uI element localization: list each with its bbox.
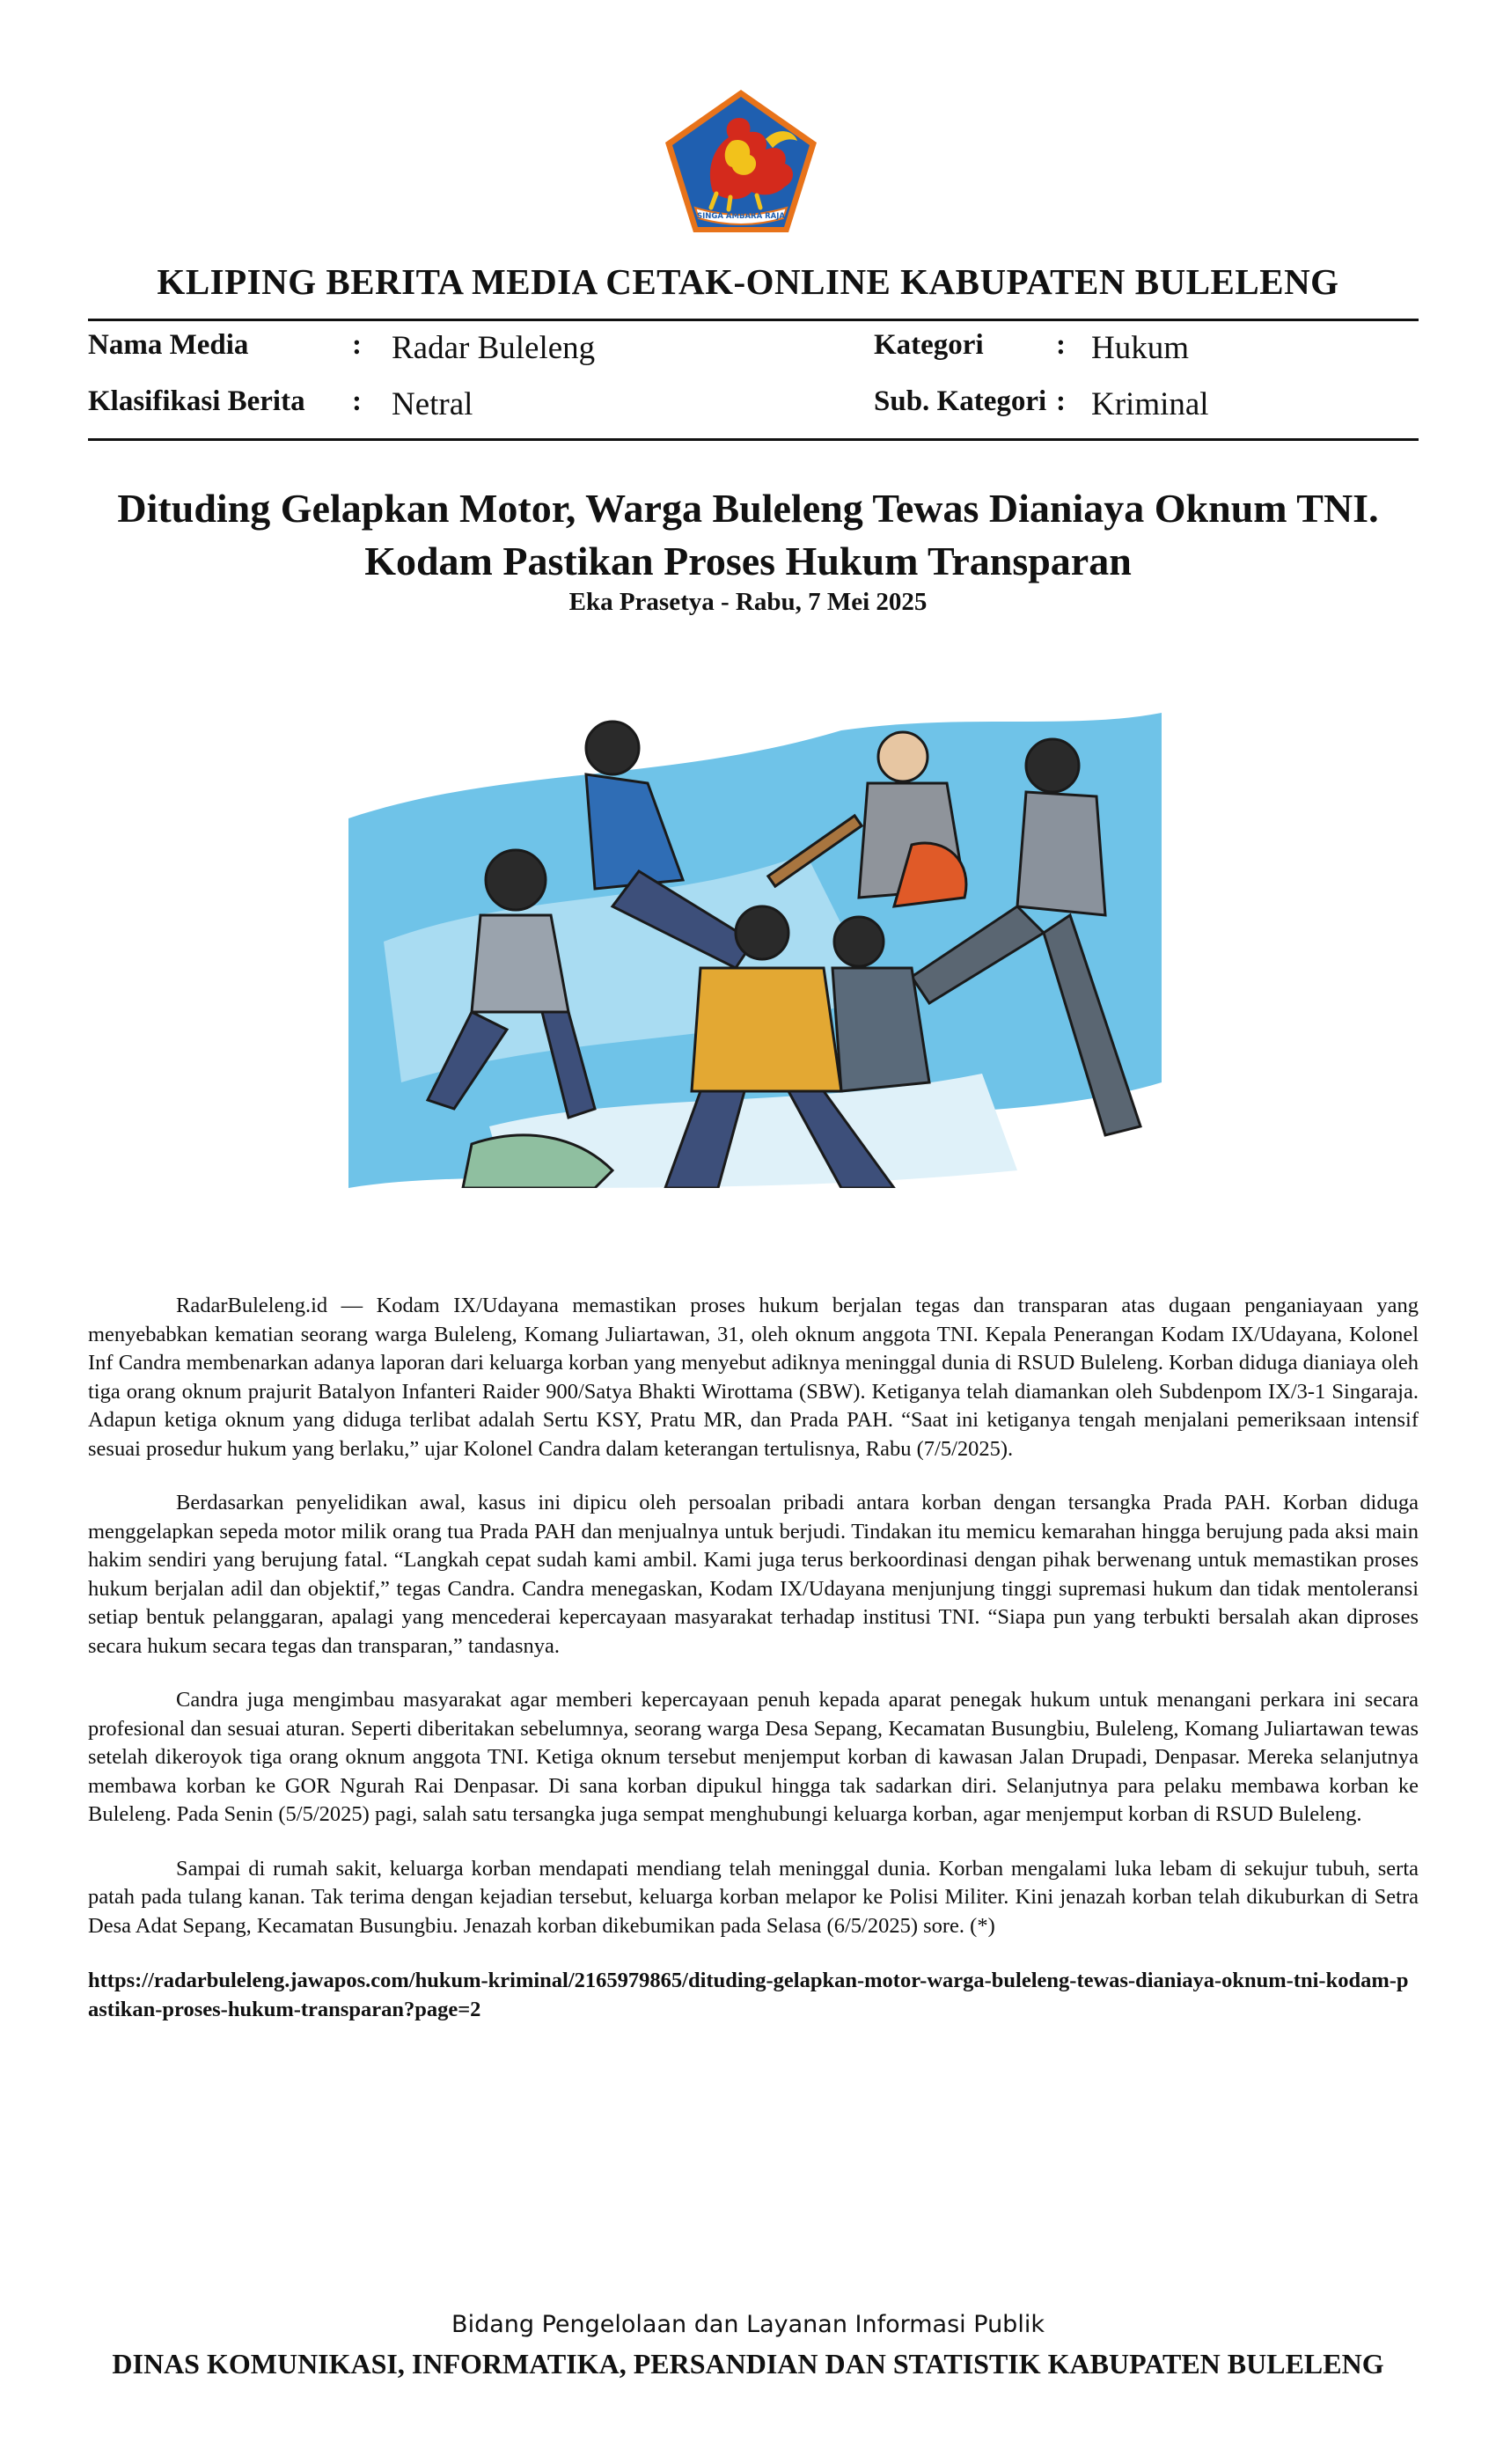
article-headline: Dituding Gelapkan Motor, Warga Buleleng Tewas Dianiaya Oknum TNI. Kodam Pastikan Proses Hukum Transparan — [117, 486, 1379, 583]
article-paragraph-2: Berdasarkan penyelidikan awal, kasus ini dipicu oleh persoalan pribadi antara korban dengan tersangka Prada PAH. Korban diduga menggelapkan sepeda motor milik orang tua Prada PAH dan menjualnya untuk berjudi. Tindakan itu memicu kemarahan hingga berujung pada aksi main hakim sendiri yang berujung fatal. “Langkah cepat sudah kami ambil. Kami juga terus berkoordinasi dengan pihak berwenang untuk memastikan proses hukum berjalan adil dan objektif,” tegas Candra. Candra menegaskan, Kodam IX/Udayana menjunjung tinggi supremasi hukum dan tidak mentoleransi setiap bentuk pelanggaran, apalagi yang mencederai kepercayaan masyarakat terhadap institusi TNI. “Siapa pun yang terbukti bersalah akan diproses secara hukum secara tegas dan transparan,” tandasnya. — [88, 1491, 1419, 1658]
klasifikasi-colon: : — [352, 385, 362, 417]
klasifikasi-label: Klasifikasi Berita — [88, 385, 305, 417]
header-rule-top — [88, 319, 1419, 321]
footer-unit: Bidang Pengelolaan dan Layanan Informasi Publik — [451, 2311, 1045, 2338]
clipping-title: KLIPING BERITA MEDIA CETAK-ONLINE KABUPATEN BULELENG — [157, 261, 1339, 302]
media-colon: : — [352, 329, 362, 361]
subkategori-label: Sub. Kategori — [874, 385, 1047, 417]
header-rule-bottom — [88, 438, 1419, 441]
media-value: Radar Buleleng — [392, 330, 596, 366]
klasifikasi-value: Netral — [392, 386, 473, 422]
subkategori-value: Kriminal — [1091, 386, 1209, 422]
footer-department: DINAS KOMUNIKASI, INFORMATIKA, PERSANDIAN DAN STATISTIK KABUPATEN BULELENG — [112, 2348, 1384, 2380]
article-body — [88, 1292, 1419, 2024]
article-byline: Eka Prasetya - Rabu, 7 Mei 2025 — [568, 588, 928, 616]
source-url-link[interactable]: https://radarbuleleng.jawapos.com/hukum-kriminal/2165979865/dituding-gelapkan-motor-warga-buleleng-tewas-dianiaya-oknum-tni-kodam-pastikan-proses-hukum-transparan?page=2 — [88, 1969, 1409, 2021]
brawl-illustration-icon — [348, 713, 1162, 1188]
media-label: Nama Media — [88, 329, 249, 361]
subkategori-colon: : — [1056, 385, 1066, 417]
article-paragraph-4: Sampai di rumah sakit, keluarga korban mendapati mendiang telah meninggal dunia. Korban mengalami luka lebam di sekujur tubuh, serta patah pada tulang kanan. Tak terima dengan kejadian tersebut, keluarga korban melapor ke Polisi Militer. Kini jenazah korban telah dikuburkan di Setra Desa Adat Sepang, Kecamatan Busungbiu. Jenazah korban dikebumikan pada Selasa (6/5/2025) sore. (*) — [88, 1856, 1419, 1938]
article-paragraph-3: Candra juga mengimbau masyarakat agar memberi kepercayaan penuh kepada aparat penegak hukum untuk menangani perkara ini secara profesional dan sesuai aturan. Seperti diberitakan sebelumnya, seorang warga Desa Sepang, Kecamatan Busungbiu, Buleleng, Komang Juliartawan tewas setelah dikeroyok tiga orang oknum anggota TNI. Ketiga oknum tersebut menjemput korban di kawasan Jalan Drupadi, Denpasar. Mereka selanjutnya membawa korban ke GOR Ngurah Rai Denpasar. Di sana korban dipukul hingga tak sadarkan diri. Selanjutnya para pelaku membawa korban ke Buleleng. Pada Senin (5/5/2025) pagi, salah satu tersangka juga sempat menghubungi keluarga korban, agar menjemput korban di RSUD Buleleng. — [88, 1688, 1419, 1826]
buleleng-emblem-icon — [660, 86, 822, 236]
kategori-label: Kategori — [874, 329, 984, 361]
svg-text:SINGA AMBARA RAJA: SINGA AMBARA RAJA — [697, 212, 785, 221]
article-illustration — [348, 713, 1162, 1188]
kategori-value: Hukum — [1091, 330, 1189, 366]
kategori-colon: : — [1056, 329, 1066, 361]
regency-logo — [660, 86, 822, 236]
article-paragraph-1: RadarBuleleng.id — Kodam IX/Udayana memastikan proses hukum berjalan tegas dan transparan atas dugaan penganiayaan yang menyebabkan kematian seorang warga Buleleng, Komang Juliartawan, 31, oleh oknum anggota TNI. Kepala Penerangan Kodam IX/Udayana, Kolonel Inf Candra membenarkan adanya laporan dari keluarga korban yang menyebut adiknya meninggal dunia di RSUD Buleleng. Korban diduga dianiaya oleh tiga orang oknum prajurit Batalyon Infanteri Raider 900/Satya Bhakti Wirottama (SBW). Ketiganya telah diamankan oleh Subdenpom IX/3-1 Singaraja. Adapun ketiga oknum yang diduga terlibat adalah Sertu KSY, Pratu MR, dan Prada PAH. “Saat ini ketiganya tengah menjalani pemeriksaan intensif sesuai prosedur hukum yang berlaku,” ujar Kolonel Candra dalam keterangan tertulisnya, Rabu (7/5/2025). — [88, 1294, 1419, 1461]
